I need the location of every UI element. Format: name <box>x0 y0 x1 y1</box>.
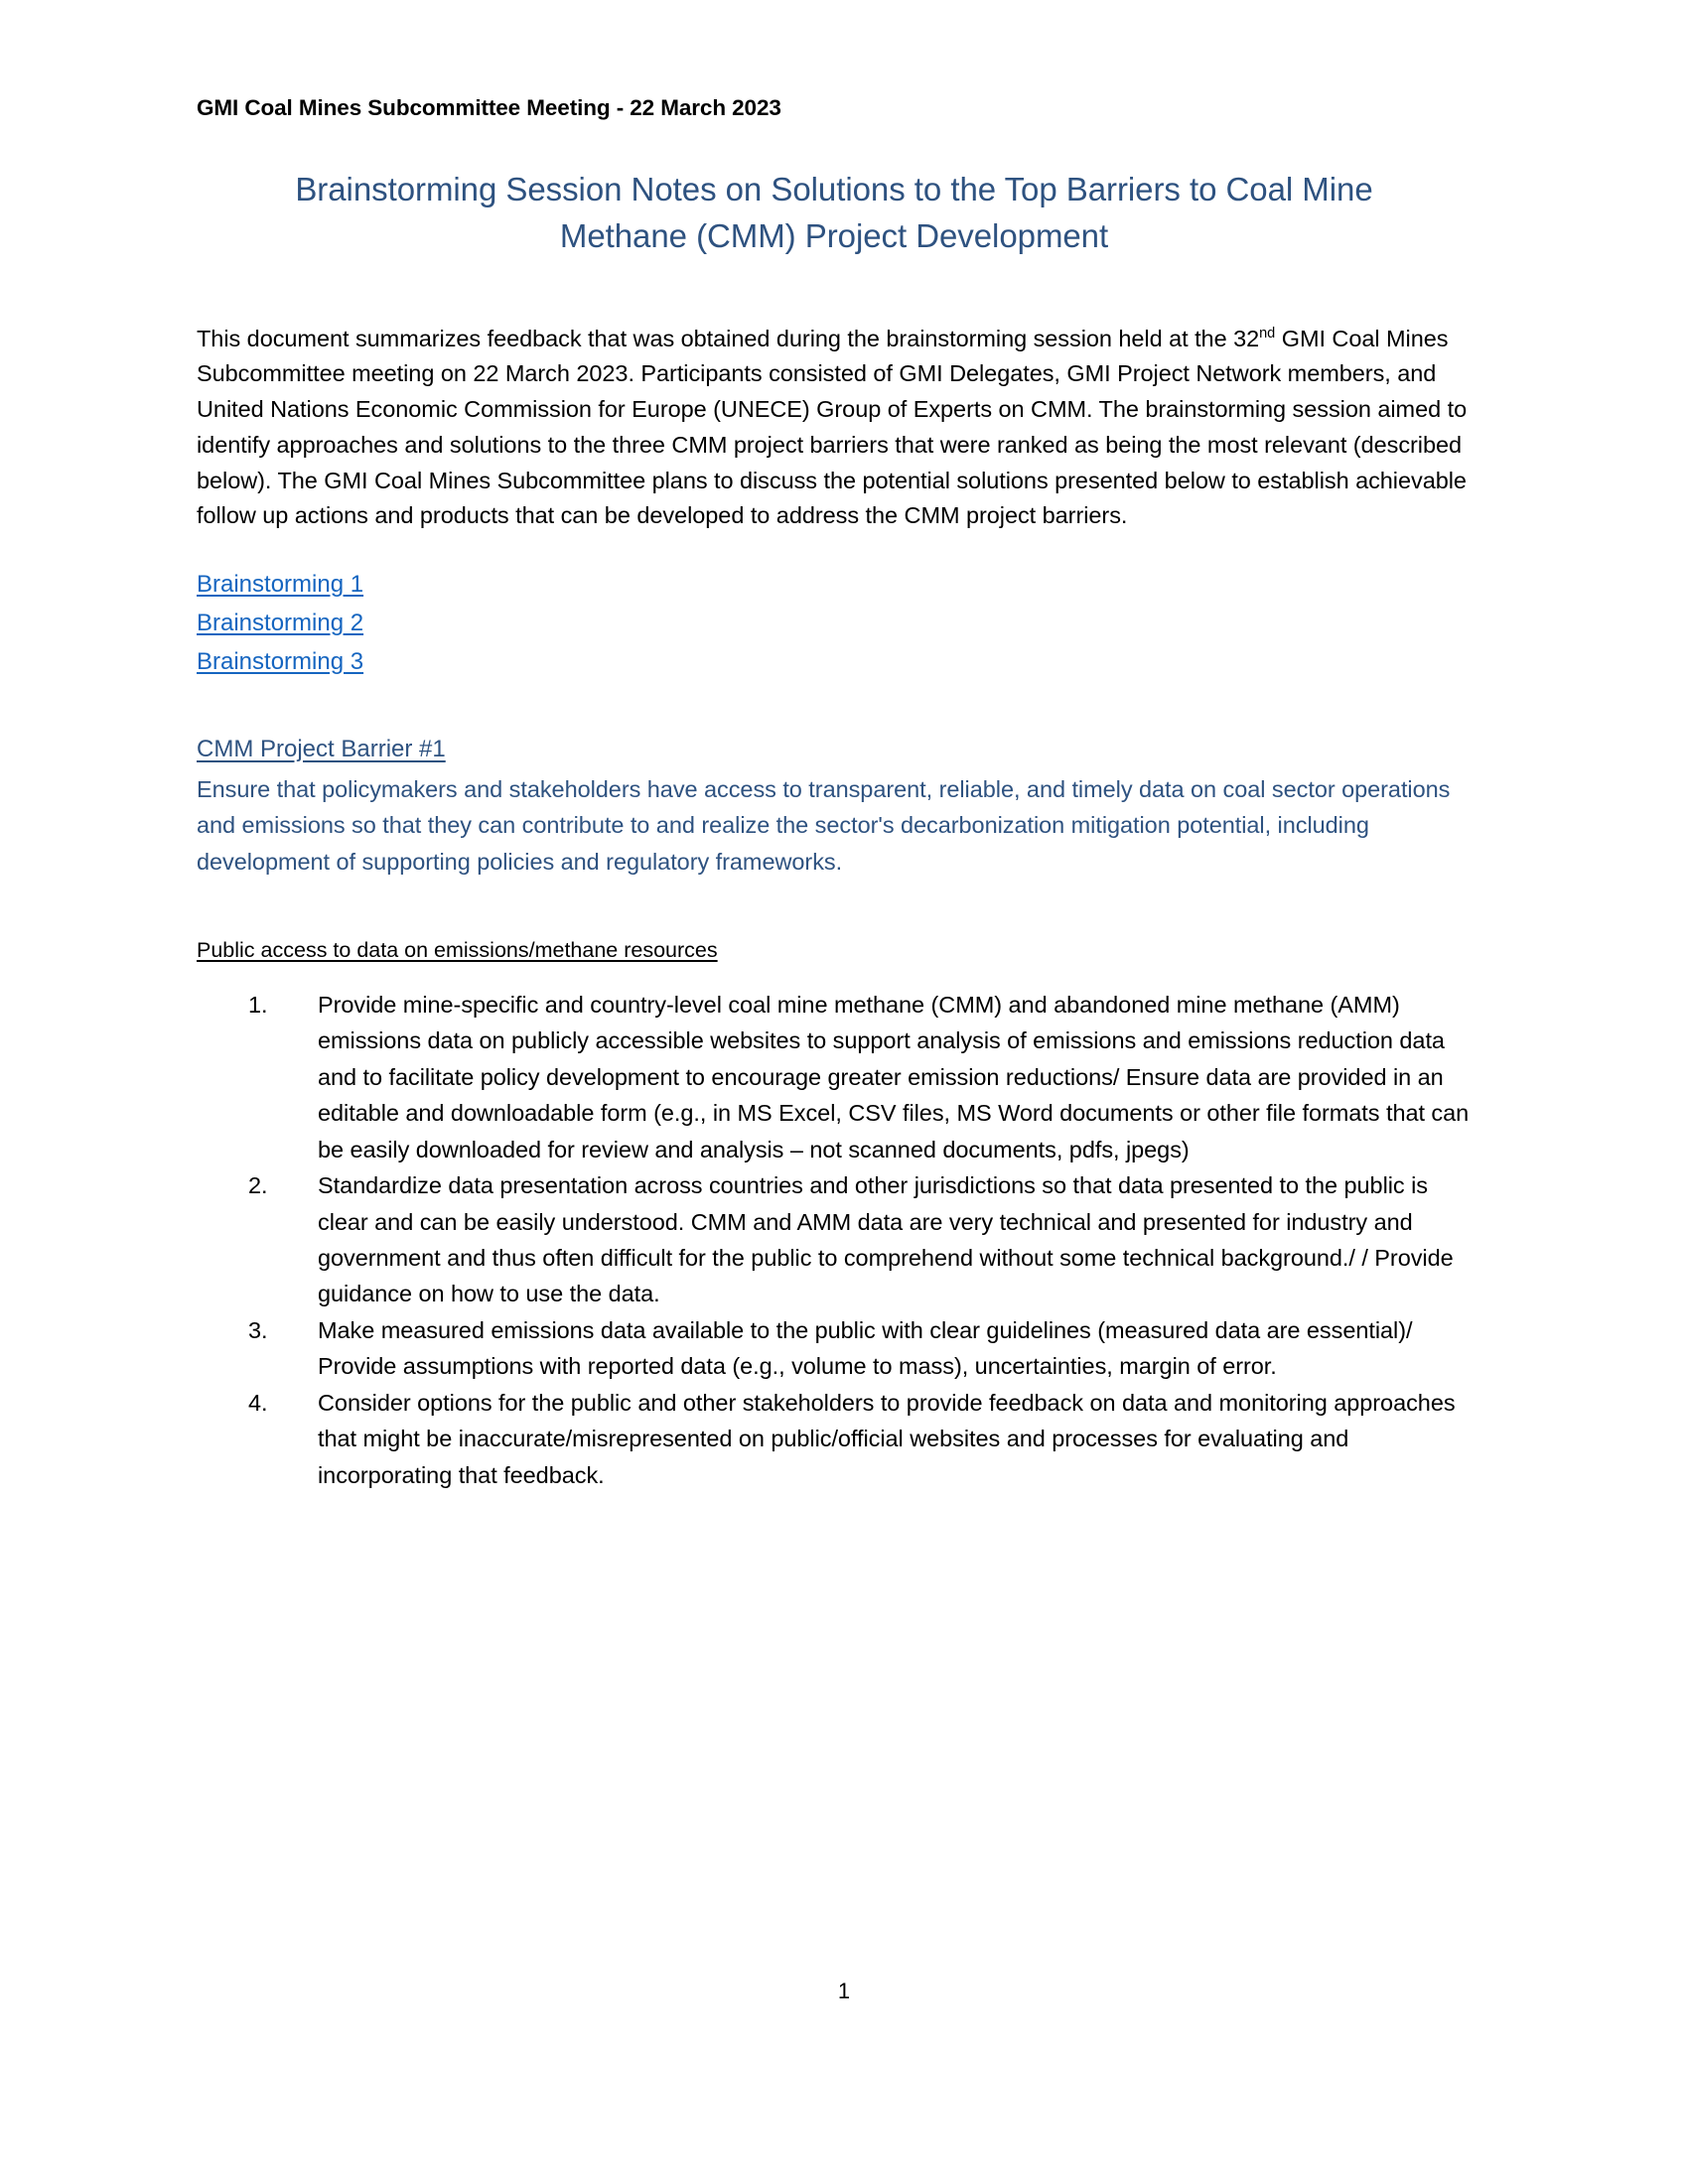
brainstorming-link-list <box>197 534 1472 682</box>
section-heading-label: Public access to data on emissions/methane resources <box>197 938 718 963</box>
intro-text-part2: GMI Coal Mines Subcommittee meeting on 22 March 2023. Participants consisted of GMI Delegates, GMI Project Network members, and United Nations Economic Commission for Europe (UNECE) Group of Experts on CMM. The brainstorming session aimed to identify approaches and solutions to the three CMM project barriers that were ranked as being the most relevant (described below). The GMI Coal Mines Subcommittee plans to discuss the potential solutions presented below to establish achievable follow up actions and products that can be developed to address the CMM project barriers. <box>197 325 1468 529</box>
list-item <box>240 1385 1472 1493</box>
list-item <box>240 987 1472 1167</box>
cmm-project-barrier-section <box>197 682 1472 880</box>
list-item <box>240 1312 1472 1385</box>
solutions-numbered-list <box>197 965 1472 1493</box>
list-item-text: Provide mine-specific and country-level coal mine methane (CMM) and abandoned mine methane (AMM) emissions data on publicly accessible websites to support analysis of emissions and emissions reduction data and to facilitate policy development to encourage greater emission reductions/ Ensure data are provided in an editable and downloadable form (e.g., in MS Excel, CSV files, MS Word documents or other file formats that can be easily downloaded for review and analysis – not scanned documents, pdfs, jpegs) <box>318 992 1470 1162</box>
cmm-project-barrier-text: Ensure that policymakers and stakeholders have access to transparent, reliable, and timely data on coal sector operations and emissions so that they can contribute to and realize the sector's decarbonization mitigation potential, including development of supporting policies and regulatory frameworks. <box>197 775 1451 875</box>
list-item-text: Consider options for the public and other stakeholders to provide feedback on data and monitoring approaches that might be inaccurate/misrepresented on public/official websites and processes for evaluating and incorporating that feedback. <box>318 1389 1456 1488</box>
section-heading-public-access <box>197 880 1472 965</box>
intro-text-part1: This document summarizes feedback that was obtained during the brainstorming session held at the 32 <box>197 325 1260 351</box>
list-item <box>240 1167 1472 1312</box>
list-item-text: Make measured emissions data available to the public with clear guidelines (measured data are essential)/ Provide assumptions with reported data (e.g., volume to mass), uncertainties, margin of error. <box>318 1316 1413 1380</box>
intro-paragraph <box>197 260 1472 534</box>
list-item-text: Standardize data presentation across countries and other jurisdictions so that data presented to the public is clear and can be easily understood. CMM and AMM data are very technical and presented for industry and government and thus often difficult for the public to comprehend without some technical background./ / Provide guidance on how to use the data. <box>318 1172 1454 1307</box>
link-brainstorming-3[interactable]: Brainstorming 3 <box>197 647 364 675</box>
link-brainstorming-2[interactable]: Brainstorming 2 <box>197 609 364 636</box>
ordinal-superscript: nd <box>1259 325 1276 341</box>
link-brainstorming-1[interactable]: Brainstorming 1 <box>197 571 364 599</box>
cmm-project-barrier-heading[interactable]: CMM Project Barrier #1 <box>197 735 446 762</box>
page-title: Brainstorming Session Notes on Solutions to the Top Barriers to Coal Mine Methane (CMM) Project Development <box>295 171 1373 254</box>
document-content <box>197 167 1472 1493</box>
page-number: 1 <box>837 1979 851 2003</box>
running-head: GMI Coal Mines Subcommittee Meeting - 22 March 2023 <box>197 95 781 120</box>
